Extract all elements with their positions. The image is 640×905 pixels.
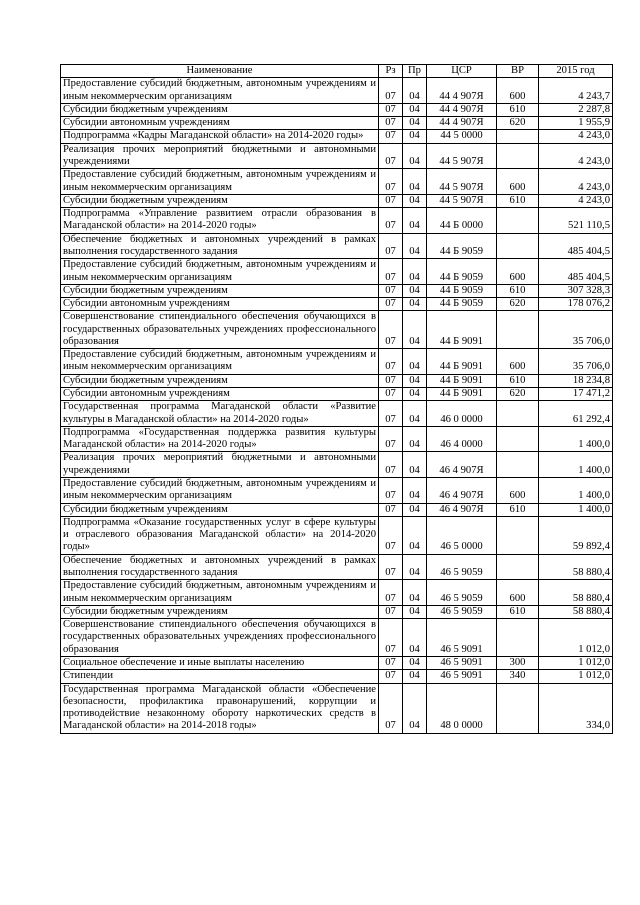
- row-rz: 07: [379, 670, 403, 683]
- row-rz: 07: [379, 426, 403, 452]
- row-csr: 44 Б 9091: [427, 388, 497, 401]
- row-vr: 620: [497, 388, 539, 401]
- row-vr: 610: [497, 103, 539, 116]
- row-name: Субсидии бюджетным учреждениям: [61, 194, 379, 207]
- row-name: Субсидии автономным учреждениям: [61, 298, 379, 311]
- row-pr: 04: [403, 78, 427, 104]
- row-name: Предоставление субсидий бюджетным, автономным учреждениям и иным некоммерческим организациям: [61, 478, 379, 504]
- row-name: Стипендии: [61, 670, 379, 683]
- row-csr: 48 0 0000: [427, 683, 497, 733]
- row-csr: 46 5 9059: [427, 554, 497, 580]
- header-vr: ВР: [497, 65, 539, 78]
- table-row: [61, 619, 613, 657]
- row-amount: 307 328,3: [539, 284, 613, 297]
- row-pr: 04: [403, 311, 427, 349]
- row-name: Подпрограмма «Оказание государственных услуг в сфере культуры и отраслевого образования Магаданской области» на 2014-2020 годы»: [61, 516, 379, 554]
- row-vr: 600: [497, 78, 539, 104]
- row-vr: [497, 516, 539, 554]
- table-row: [61, 516, 613, 554]
- row-rz: 07: [379, 143, 403, 169]
- row-name: Обеспечение бюджетных и автономных учреждений в рамках выполнения государственного задания: [61, 554, 379, 580]
- row-csr: 44 Б 9091: [427, 374, 497, 387]
- row-name: Государственная программа Магаданской области «Развитие культуры в Магаданской области» на 2014-2020 годы»: [61, 401, 379, 427]
- row-rz: 07: [379, 233, 403, 259]
- row-pr: 04: [403, 426, 427, 452]
- table-row: [61, 503, 613, 516]
- table-row: [61, 233, 613, 259]
- table-row: [61, 130, 613, 143]
- table-row: [61, 311, 613, 349]
- row-amount: 485 404,5: [539, 259, 613, 285]
- row-csr: 46 4 907Я: [427, 478, 497, 504]
- table-row: [61, 605, 613, 618]
- header-year: 2015 год: [539, 65, 613, 78]
- row-name: Субсидии автономным учреждениям: [61, 388, 379, 401]
- row-amount: 1 012,0: [539, 656, 613, 669]
- row-csr: 44 4 907Я: [427, 117, 497, 130]
- table-row: [61, 388, 613, 401]
- row-csr: 44 5 907Я: [427, 143, 497, 169]
- row-pr: 04: [403, 656, 427, 669]
- row-amount: 4 243,7: [539, 78, 613, 104]
- row-rz: 07: [379, 619, 403, 657]
- row-csr: 44 4 907Я: [427, 78, 497, 104]
- row-pr: 04: [403, 619, 427, 657]
- row-csr: 46 4 0000: [427, 426, 497, 452]
- row-name: Реализация прочих мероприятий бюджетными и автономными учреждениями: [61, 452, 379, 478]
- row-pr: 04: [403, 580, 427, 606]
- row-amount: 2 287,8: [539, 103, 613, 116]
- row-amount: 485 404,5: [539, 233, 613, 259]
- row-vr: 600: [497, 349, 539, 375]
- row-pr: 04: [403, 143, 427, 169]
- row-vr: 610: [497, 605, 539, 618]
- row-amount: 1 955,9: [539, 117, 613, 130]
- row-csr: 44 Б 0000: [427, 208, 497, 234]
- row-amount: 334,0: [539, 683, 613, 733]
- row-vr: [497, 130, 539, 143]
- row-pr: 04: [403, 374, 427, 387]
- row-name: Предоставление субсидий бюджетным, автономным учреждениям и иным некоммерческим организациям: [61, 580, 379, 606]
- row-name: Подпрограмма «Государственная поддержка развития культуры Магаданской области» на 2014-2020 годы»: [61, 426, 379, 452]
- row-csr: 44 Б 9091: [427, 349, 497, 375]
- row-amount: 58 880,4: [539, 554, 613, 580]
- row-vr: 620: [497, 298, 539, 311]
- row-pr: 04: [403, 605, 427, 618]
- row-pr: 04: [403, 516, 427, 554]
- row-vr: 340: [497, 670, 539, 683]
- row-vr: 610: [497, 503, 539, 516]
- row-vr: [497, 426, 539, 452]
- row-pr: 04: [403, 284, 427, 297]
- row-name: Предоставление субсидий бюджетным, автономным учреждениям и иным некоммерческим организациям: [61, 78, 379, 104]
- budget-page: [60, 64, 612, 734]
- row-vr: [497, 143, 539, 169]
- row-name: Совершенствование стипендиального обеспечения обучающихся в государственных образовательных учреждениях профессионального образования: [61, 619, 379, 657]
- row-vr: [497, 683, 539, 733]
- row-pr: 04: [403, 259, 427, 285]
- row-rz: 07: [379, 103, 403, 116]
- row-rz: 07: [379, 452, 403, 478]
- table-row: [61, 580, 613, 606]
- row-amount: 17 471,2: [539, 388, 613, 401]
- row-rz: 07: [379, 503, 403, 516]
- row-pr: 04: [403, 349, 427, 375]
- row-pr: 04: [403, 503, 427, 516]
- row-rz: 07: [379, 401, 403, 427]
- row-pr: 04: [403, 233, 427, 259]
- row-pr: 04: [403, 117, 427, 130]
- row-vr: [497, 233, 539, 259]
- row-name: Субсидии автономным учреждениям: [61, 117, 379, 130]
- row-csr: 46 5 0000: [427, 516, 497, 554]
- row-amount: 58 880,4: [539, 605, 613, 618]
- row-rz: 07: [379, 78, 403, 104]
- row-vr: 600: [497, 580, 539, 606]
- row-csr: 46 4 907Я: [427, 503, 497, 516]
- row-csr: 46 5 9091: [427, 656, 497, 669]
- table-row: [61, 259, 613, 285]
- row-vr: 610: [497, 374, 539, 387]
- row-pr: 04: [403, 388, 427, 401]
- row-pr: 04: [403, 208, 427, 234]
- row-pr: 04: [403, 103, 427, 116]
- header-name: Наименование: [61, 65, 379, 78]
- header-csr: ЦСР: [427, 65, 497, 78]
- row-pr: 04: [403, 554, 427, 580]
- row-amount: 1 400,0: [539, 503, 613, 516]
- budget-table: [60, 64, 613, 734]
- row-pr: 04: [403, 401, 427, 427]
- row-vr: 300: [497, 656, 539, 669]
- table-row: [61, 683, 613, 733]
- table-row: [61, 349, 613, 375]
- row-name: Предоставление субсидий бюджетным, автономным учреждениям и иным некоммерческим организациям: [61, 169, 379, 195]
- row-rz: 07: [379, 117, 403, 130]
- row-amount: 4 243,0: [539, 194, 613, 207]
- table-row: [61, 103, 613, 116]
- table-row: [61, 426, 613, 452]
- row-pr: 04: [403, 169, 427, 195]
- row-rz: 07: [379, 605, 403, 618]
- row-csr: 44 Б 9059: [427, 284, 497, 297]
- row-pr: 04: [403, 194, 427, 207]
- table-row: [61, 208, 613, 234]
- row-amount: 61 292,4: [539, 401, 613, 427]
- row-csr: 46 0 0000: [427, 401, 497, 427]
- row-vr: 600: [497, 259, 539, 285]
- row-name: Субсидии бюджетным учреждениям: [61, 503, 379, 516]
- row-name: Подпрограмма «Управление развитием отрасли образования в Магаданской области» на 2014-2020 годы»: [61, 208, 379, 234]
- row-pr: 04: [403, 478, 427, 504]
- row-rz: 07: [379, 311, 403, 349]
- row-name: Подпрограмма «Кадры Магаданской области» на 2014-2020 годы»: [61, 130, 379, 143]
- row-csr: 46 5 9091: [427, 619, 497, 657]
- row-rz: 07: [379, 580, 403, 606]
- row-amount: 178 076,2: [539, 298, 613, 311]
- row-amount: 59 892,4: [539, 516, 613, 554]
- row-vr: [497, 452, 539, 478]
- row-amount: 58 880,4: [539, 580, 613, 606]
- table-row: [61, 143, 613, 169]
- row-amount: 35 706,0: [539, 311, 613, 349]
- table-row: [61, 374, 613, 387]
- row-rz: 07: [379, 516, 403, 554]
- row-rz: 07: [379, 374, 403, 387]
- row-rz: 07: [379, 259, 403, 285]
- row-pr: 04: [403, 683, 427, 733]
- row-amount: 1 012,0: [539, 670, 613, 683]
- row-vr: [497, 619, 539, 657]
- row-csr: 44 5 907Я: [427, 194, 497, 207]
- table-row: [61, 452, 613, 478]
- row-name: Предоставление субсидий бюджетным, автономным учреждениям и иным некоммерческим организациям: [61, 349, 379, 375]
- row-rz: 07: [379, 194, 403, 207]
- row-vr: 610: [497, 194, 539, 207]
- row-amount: 4 243,0: [539, 169, 613, 195]
- row-vr: 600: [497, 169, 539, 195]
- table-header-row: [61, 65, 613, 78]
- row-csr: 46 4 907Я: [427, 452, 497, 478]
- row-pr: 04: [403, 670, 427, 683]
- row-rz: 07: [379, 656, 403, 669]
- row-pr: 04: [403, 452, 427, 478]
- row-csr: 44 5 907Я: [427, 169, 497, 195]
- row-vr: [497, 208, 539, 234]
- row-amount: 1 400,0: [539, 478, 613, 504]
- row-csr: 46 5 9091: [427, 670, 497, 683]
- row-vr: [497, 401, 539, 427]
- row-name: Субсидии бюджетным учреждениям: [61, 284, 379, 297]
- row-csr: 46 5 9059: [427, 605, 497, 618]
- table-row: [61, 117, 613, 130]
- row-amount: 521 110,5: [539, 208, 613, 234]
- row-csr: 44 5 0000: [427, 130, 497, 143]
- row-csr: 44 Б 9059: [427, 259, 497, 285]
- row-csr: 46 5 9059: [427, 580, 497, 606]
- row-pr: 04: [403, 130, 427, 143]
- row-vr: 610: [497, 284, 539, 297]
- row-vr: 620: [497, 117, 539, 130]
- row-csr: 44 Б 9059: [427, 233, 497, 259]
- row-rz: 07: [379, 478, 403, 504]
- row-rz: 07: [379, 130, 403, 143]
- row-name: Предоставление субсидий бюджетным, автономным учреждениям и иным некоммерческим организациям: [61, 259, 379, 285]
- row-name: Субсидии бюджетным учреждениям: [61, 374, 379, 387]
- row-name: Государственная программа Магаданской области «Обеспечение безопасности, профилактика правонарушений, коррупции и противодействие незаконному обороту наркотических средств в Магаданской области» на 2014-2018 годы»: [61, 683, 379, 733]
- header-rz: Рз: [379, 65, 403, 78]
- row-vr: [497, 554, 539, 580]
- row-amount: 1 012,0: [539, 619, 613, 657]
- row-name: Субсидии бюджетным учреждениям: [61, 103, 379, 116]
- row-amount: 1 400,0: [539, 452, 613, 478]
- row-name: Социальное обеспечение и иные выплаты населению: [61, 656, 379, 669]
- header-pr: Пр: [403, 65, 427, 78]
- table-row: [61, 401, 613, 427]
- row-amount: 4 243,0: [539, 143, 613, 169]
- row-rz: 07: [379, 208, 403, 234]
- row-name: Реализация прочих мероприятий бюджетными и автономными учреждениями: [61, 143, 379, 169]
- table-row: [61, 478, 613, 504]
- row-rz: 07: [379, 349, 403, 375]
- row-name: Совершенствование стипендиального обеспечения обучающихся в государственных образовательных учреждениях профессионального образования: [61, 311, 379, 349]
- table-row: [61, 169, 613, 195]
- table-row: [61, 298, 613, 311]
- table-row: [61, 670, 613, 683]
- row-amount: 35 706,0: [539, 349, 613, 375]
- row-rz: 07: [379, 683, 403, 733]
- row-rz: 07: [379, 284, 403, 297]
- row-vr: 600: [497, 478, 539, 504]
- row-rz: 07: [379, 298, 403, 311]
- row-csr: 44 4 907Я: [427, 103, 497, 116]
- table-row: [61, 194, 613, 207]
- row-amount: 18 234,8: [539, 374, 613, 387]
- row-name: Обеспечение бюджетных и автономных учреждений в рамках выполнения государственного задания: [61, 233, 379, 259]
- row-vr: [497, 311, 539, 349]
- row-amount: 1 400,0: [539, 426, 613, 452]
- row-pr: 04: [403, 298, 427, 311]
- row-rz: 07: [379, 554, 403, 580]
- row-rz: 07: [379, 169, 403, 195]
- row-csr: 44 Б 9059: [427, 298, 497, 311]
- table-row: [61, 284, 613, 297]
- row-rz: 07: [379, 388, 403, 401]
- row-amount: 4 243,0: [539, 130, 613, 143]
- row-name: Субсидии бюджетным учреждениям: [61, 605, 379, 618]
- table-row: [61, 656, 613, 669]
- table-row: [61, 78, 613, 104]
- table-row: [61, 554, 613, 580]
- row-csr: 44 Б 9091: [427, 311, 497, 349]
